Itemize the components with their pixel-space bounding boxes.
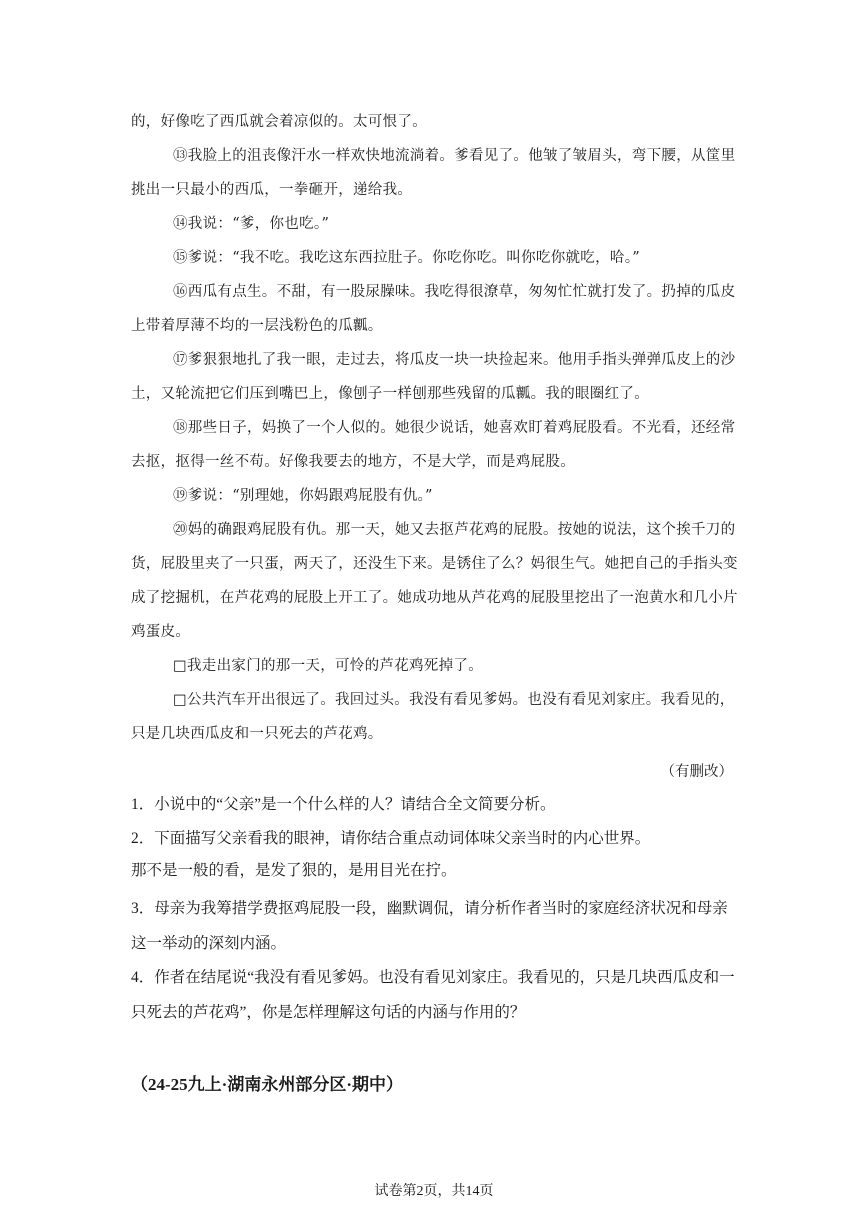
passage-paragraph-22: □公共汽车开出很远了。我回过头。我没有看见爹妈。也没有看见刘家庄。我看见的，只是几块西瓜皮和一只死去的芦花鸡。 bbox=[131, 692, 735, 742]
passage-paragraph-17: ⑰爹狠狠地扎了我一眼，走过去，将瓜皮一块一块捡起来。他用手指头弹弹瓜皮上的沙土，又轮流把它们压到嘴巴上，像刨子一样刨那些残留的瓜瓤。我的眼圈红了。 bbox=[131, 352, 736, 402]
passage-paragraph-18: ⑱那些日子，妈换了一个人似的。她很少说话，她喜欢盯着鸡屁股看。不光看，还经常去抠，抠得一丝不苟。好像我要去的地方，不是大学，而是鸡屁股。 bbox=[131, 420, 736, 470]
passage-paragraph-13: ⑬我脸上的沮丧像汗水一样欢快地流淌着。爹看见了。他皱了皱眉头，弯下腰，从筐里挑出一只最小的西瓜，一拳砸开，递给我。 bbox=[131, 148, 736, 198]
page-footer: 试卷第2页，共14页 bbox=[374, 1184, 494, 1199]
passage-paragraph-12-end: 的，好像吃了西瓜就会着凉似的。太可恨了。 bbox=[131, 114, 427, 130]
passage-paragraph-20: ⑳妈的确跟鸡屁股有仇。那一天，她又去抠芦花鸡的屁股。按她的说法，这个挨千刀的货，屁股里夹了一只蛋，两天了，还没生下来。是锈住了么？妈很生气。她把自己的手指头变成了挖掘机，在芦花鸡的屁股上开工了。她成功地从芦花鸡的屁股里挖出了一泡黄水和几小片鸡蛋皮。 bbox=[131, 522, 738, 640]
passage-paragraph-16: ⑯西瓜有点生。不甜，有一股尿臊味。我吃得很潦草，匆匆忙忙就打发了。扔掉的瓜皮上带着厚薄不均的一层浅粉色的瓜瓤。 bbox=[131, 284, 736, 334]
passage-paragraph-21: □我走出家门的那一天，可怜的芦花鸡死掉了。 bbox=[173, 658, 483, 674]
question-2-quote: 那不是一般的看，是发了狠的，是用目光在拧。 bbox=[131, 862, 457, 879]
section-heading: （24-25九上·湖南永州部分区·期中） bbox=[131, 1075, 403, 1094]
passage-paragraph-14: ⑭我说：“爹，你也吃。” bbox=[173, 216, 330, 232]
source-note: （有删改） bbox=[660, 764, 733, 780]
question-1: 1．小说中的“父亲”是一个什么样的人？请结合全文简要分析。 bbox=[131, 796, 556, 813]
question-2: 2．下面描写父亲看我的眼神，请你结合重点动词体味父亲当时的内心世界。 bbox=[131, 830, 651, 847]
passage-paragraph-15: ⑮爹说：“我不吃。我吃这东西拉肚子。你吃你吃。叫你吃你就吃，哈。” bbox=[173, 250, 640, 266]
question-3: 3．母亲为我筹措学费抠鸡屁股一段，幽默调侃，请分析作者当时的家庭经济状况和母亲这一举动的深刻内涵。 bbox=[131, 900, 728, 952]
passage-paragraph-19: ⑲爹说：“别理她，你妈跟鸡屁股有仇。” bbox=[173, 488, 433, 504]
question-4: 4．作者在结尾说“我没有看见爹妈。也没有看见刘家庄。我看见的，只是几块西瓜皮和一只死去的芦花鸡”，你是怎样理解这句话的内涵与作用的？ bbox=[131, 969, 735, 1021]
